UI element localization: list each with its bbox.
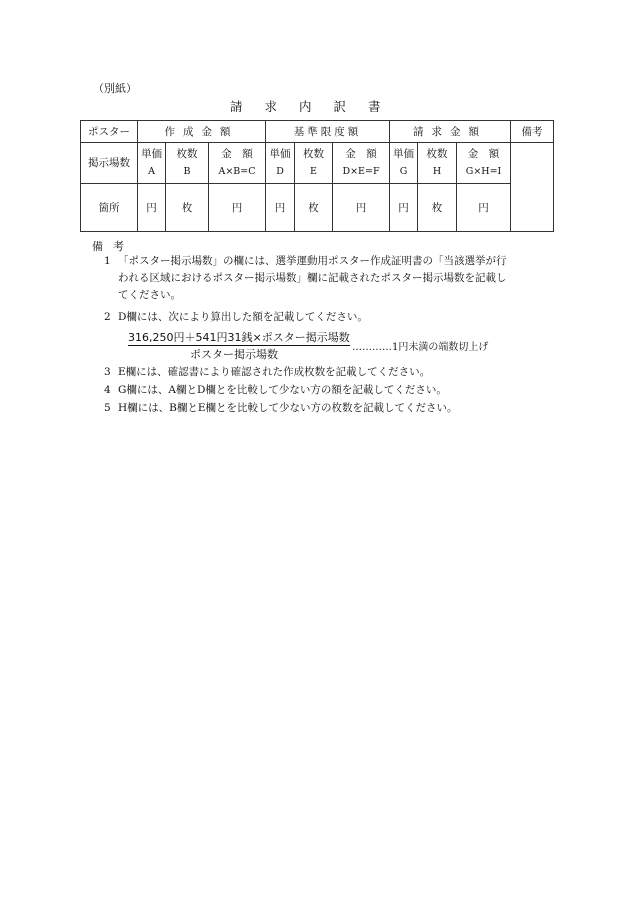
claim-amount-header: 請求金額: [390, 121, 511, 143]
remarks-header: 備考: [511, 121, 554, 143]
cell-quantity-h: 枚数 H: [418, 143, 457, 184]
note-1-line-3: てください。: [118, 289, 181, 301]
production-cost-header: 作成金額: [138, 121, 266, 143]
remarks-cell: [511, 143, 554, 232]
cell-unit-price-a: 単価 A: [138, 143, 166, 184]
attachment-label: （別紙）: [93, 82, 137, 95]
cell-unit-price-d: 単価 D: [266, 143, 295, 184]
cell-quantity-e: 枚数 E: [295, 143, 333, 184]
note-item-4: 4 G欄には、A欄とD欄とを比較して少ない方の額を記載してください。: [104, 384, 447, 396]
formula-denominator: ポスター掲示場数: [190, 348, 278, 361]
standard-limit-header: 基準限度額: [266, 121, 390, 143]
posting-places-header: 掲示場数: [81, 143, 138, 184]
table-value-row: [81, 184, 554, 232]
rounding-note: …………1円未満の端数切上げ: [352, 342, 489, 353]
unit-price-d-value: 円: [266, 184, 295, 232]
note-item-5: 5 H欄には、B欄とE欄とを比較して少ない方の枚数を記載してください。: [104, 402, 458, 414]
note-item-2: 2 D欄には、次により算出した額を記載してください。: [104, 311, 368, 323]
amount-i-value: 円: [457, 184, 511, 232]
invoice-breakdown-table: [80, 120, 554, 232]
amount-c-value: 円: [209, 184, 266, 232]
note-1-line-1: 「ポスター掲示場数」の欄には、選挙運動用ポスター作成証明書の「当該選挙が行: [118, 255, 507, 267]
document-title: 請求内訳書: [230, 99, 403, 114]
quantity-b-value: 枚: [166, 184, 209, 232]
cell-quantity-b: 枚数 B: [166, 143, 209, 184]
quantity-e-value: 枚: [295, 184, 333, 232]
unit-price-a-value: 円: [138, 184, 166, 232]
formula-numerator: 316,250円＋541円31銭×ポスター掲示場数: [128, 331, 350, 344]
note-item-1: 1 「ポスター掲示場数」の欄には、選挙運動用ポスター作成証明書の「当該選挙が行 われる区域におけるポスター掲示場数」欄に記載されたポスター掲示場数を記載し てください。: [104, 253, 554, 305]
quantity-h-value: 枚: [418, 184, 457, 232]
table-header-row: [81, 121, 554, 143]
note-1-line-2: われる区域におけるポスター掲示場数」欄に記載されたポスター掲示場数を記載し: [118, 272, 507, 284]
poster-header: ポスター: [81, 121, 138, 143]
amount-f-value: 円: [333, 184, 390, 232]
note-item-3: 3 E欄には、確認書により確認された作成枚数を記載してください。: [104, 366, 431, 378]
cell-amount-i: 金 額 G×H=I: [457, 143, 511, 184]
cell-unit-price-g: 単価 G: [390, 143, 418, 184]
unit-price-g-value: 円: [390, 184, 418, 232]
places-unit-cell: 箇所: [81, 184, 138, 232]
cell-amount-c: 金 額 A×B=C: [209, 143, 266, 184]
cell-amount-f: 金 額 D×E=F: [333, 143, 390, 184]
notes-heading: 備考: [92, 240, 134, 253]
table-subheader-row: [81, 143, 554, 184]
